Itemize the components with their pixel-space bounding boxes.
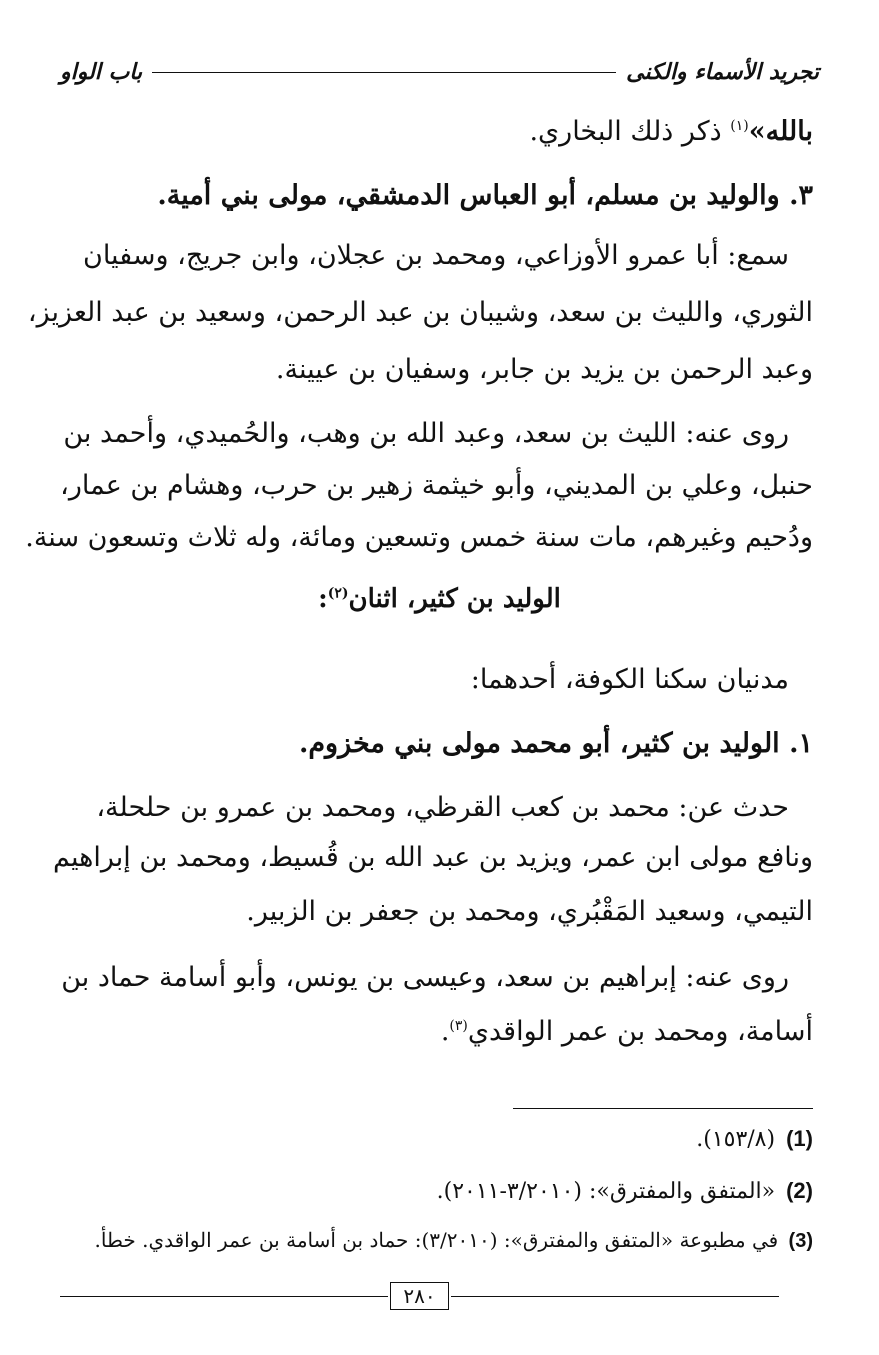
footnote-1 — [74, 1126, 813, 1152]
entry3-narrated-line-3: ودُحيم وغيرهم، مات سنة خمس وتسعين ومائة، وله ثلاث وتسعون سنة. — [25, 522, 813, 553]
entry1-narrated-line-2 — [74, 1016, 813, 1047]
entry-heading-1: ١. الوليد بن كثير، أبو محمد مولى بني مخزوم. — [298, 728, 813, 759]
entry1-related-line-2: ونافع مولى ابن عمر، ويزيد بن عبد الله بن قُسيط، ومحمد بن إبراهيم — [53, 842, 813, 873]
entry-heading-3: ٣. والوليد بن مسلم، أبو العباس الدمشقي، مولى بني أمية. — [157, 180, 813, 211]
entry3-heard-line-3: وعبد الرحمن بن يزيد بن جابر، وسفيان بن عيينة. — [275, 354, 813, 385]
page-number: ٢٨٠ — [390, 1282, 448, 1310]
footnote-2-number: (2) — [786, 1178, 813, 1203]
running-header — [60, 54, 819, 90]
footnote-marker-3: (٣) — [449, 1018, 468, 1034]
footnote-2 — [74, 1178, 813, 1204]
footnote-3 — [74, 1228, 813, 1253]
section-heading — [0, 584, 879, 614]
continued-line-text: ذكر ذلك البخاري. — [529, 116, 731, 147]
entry3-narrated-line-1: روى عنه: الليث بن سعد، وعبد الله بن وهب، والحُميدي، وأحمد بن — [63, 418, 789, 449]
header-rule — [152, 72, 616, 73]
entry1-narrated-line-2-text: أسامة، ومحمد بن عمر الواقدي — [467, 1016, 813, 1047]
continued-line — [74, 116, 813, 147]
entry3-heard-line-1: سمع: أبا عمرو الأوزاعي، ومحمد بن عجلان، وابن جريج، وسفيان — [83, 240, 789, 271]
footnote-marker-2: (٢) — [327, 585, 349, 602]
section-heading-colon: : — [318, 584, 328, 614]
footnote-separator — [513, 1108, 813, 1109]
header-book-title: تجريد الأسماء والكنى — [626, 59, 819, 85]
header-chapter-title: باب الواو — [60, 59, 143, 85]
footnote-1-text: (١٥٣/٨). — [696, 1127, 776, 1152]
footnote-3-text: في مطبوعة «المتفق والمفترق»: (٣/٢٠١٠): حماد بن أسامة بن عمر الواقدي. خطأ. — [94, 1228, 779, 1252]
entry3-narrated-line-2: حنبل، وعلي بن المديني، وأبو خيثمة زهير بن حرب، وهشام بن عمار، — [60, 470, 813, 501]
entry1-narrated-line-1: روى عنه: إبراهيم بن سعد، وعيسى بن يونس، وأبو أسامة حماد بن — [61, 962, 789, 993]
footnote-2-text: «المتفق والمفترق»: (٣/٢٠١٠-٢٠١١). — [436, 1179, 776, 1204]
entry1-narrated-line-2-end: . — [440, 1016, 450, 1047]
section-intro: مدنيان سكنا الكوفة، أحدهما: — [470, 664, 789, 695]
entry3-heard-line-2: الثوري، والليث بن سعد، وشيبان بن عبد الرحمن، وسعيد بن عبد العزيز، — [27, 297, 813, 328]
page-footer — [60, 1280, 779, 1312]
section-heading-text: الوليد بن كثير، اثنان — [348, 584, 561, 614]
footnote-marker-1: (١) — [730, 118, 749, 134]
footnote-1-number: (1) — [786, 1126, 813, 1151]
entry1-related-line-3: التيمي، وسعيد المَقْبُري، ومحمد بن جعفر بن الزبير. — [246, 896, 813, 927]
footer-rule-left — [60, 1296, 388, 1297]
footnote-3-number: (3) — [788, 1230, 813, 1252]
entry1-related-line-1: حدث عن: محمد بن كعب القرظي، ومحمد بن عمرو بن حلحلة، — [96, 792, 789, 823]
continued-quote-end: بالله» — [748, 116, 813, 147]
footer-rule-right — [451, 1296, 779, 1297]
